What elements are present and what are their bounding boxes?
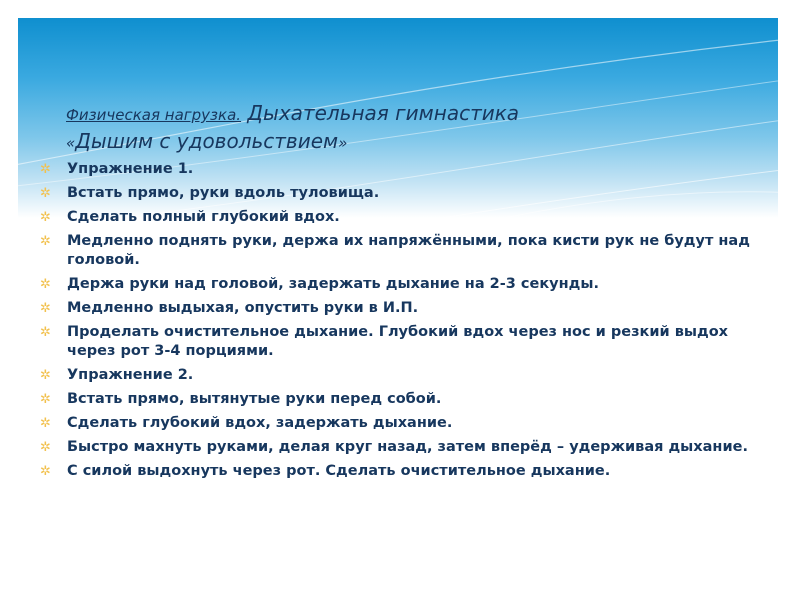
list-item [40,208,760,227]
star-bullet-icon: ✲ [40,464,51,479]
star-bullet-icon: ✲ [40,234,51,249]
star-bullet-icon: ✲ [40,186,51,201]
star-bullet-icon: ✲ [40,392,51,407]
list-item-text: Сделать глубокий вдох, задержать дыхание. [67,415,453,431]
title-part1: Физическая нагрузка. [66,106,242,124]
list-item [40,299,760,318]
list-item-text: Встать прямо, руки вдоль туловища. [67,185,380,201]
list-item-text: Встать прямо, вытянутые руки перед собой. [67,391,442,407]
title-quote-open: « [66,134,76,152]
list-item [40,232,760,270]
star-bullet-icon: ✲ [40,416,51,431]
list-item [40,160,760,179]
list-item-text: Быстро махнуть руками, делая круг назад, затем вперёд – удерживая дыхание. [67,439,748,455]
exercise-list [40,160,760,486]
title-part2: Дыхательная гимнастика [241,101,520,125]
list-item-text: Медленно поднять руки, держа их напряжёнными, пока кисти рук не будут над головой. [67,233,750,268]
list-item [40,275,760,294]
star-bullet-icon: ✲ [40,325,51,340]
star-bullet-icon: ✲ [40,440,51,455]
list-item [40,414,760,433]
title-quote-close: » [338,134,348,152]
star-bullet-icon: ✲ [40,210,51,225]
list-item-text: Медленно выдыхая, опустить руки в И.П. [67,300,419,316]
list-item [40,184,760,203]
list-item-text: Упражнение 1. [67,161,194,177]
list-item [40,390,760,409]
star-bullet-icon: ✲ [40,162,51,177]
list-item-text: Проделать очистительное дыхание. Глубокий вдох через нос и резкий выдох через рот 3-4 порциями. [67,324,729,359]
star-bullet-icon: ✲ [40,301,51,316]
list-item [40,366,760,385]
slide [18,18,778,588]
star-bullet-icon: ✲ [40,368,51,383]
list-item-text: Упражнение 2. [67,367,194,383]
list-item [40,323,760,361]
slide-title [66,100,746,156]
title-part3: Дышим с удовольствием [75,129,339,153]
list-item-text: Держа руки над головой, задержать дыхание на 2-3 секунды. [67,276,599,292]
list-item [40,462,760,481]
list-item-text: Сделать полный глубокий вдох. [67,209,340,225]
star-bullet-icon: ✲ [40,277,51,292]
list-item-text: С силой выдохнуть через рот. Сделать очистительное дыхание. [67,463,611,479]
list-item [40,438,760,457]
